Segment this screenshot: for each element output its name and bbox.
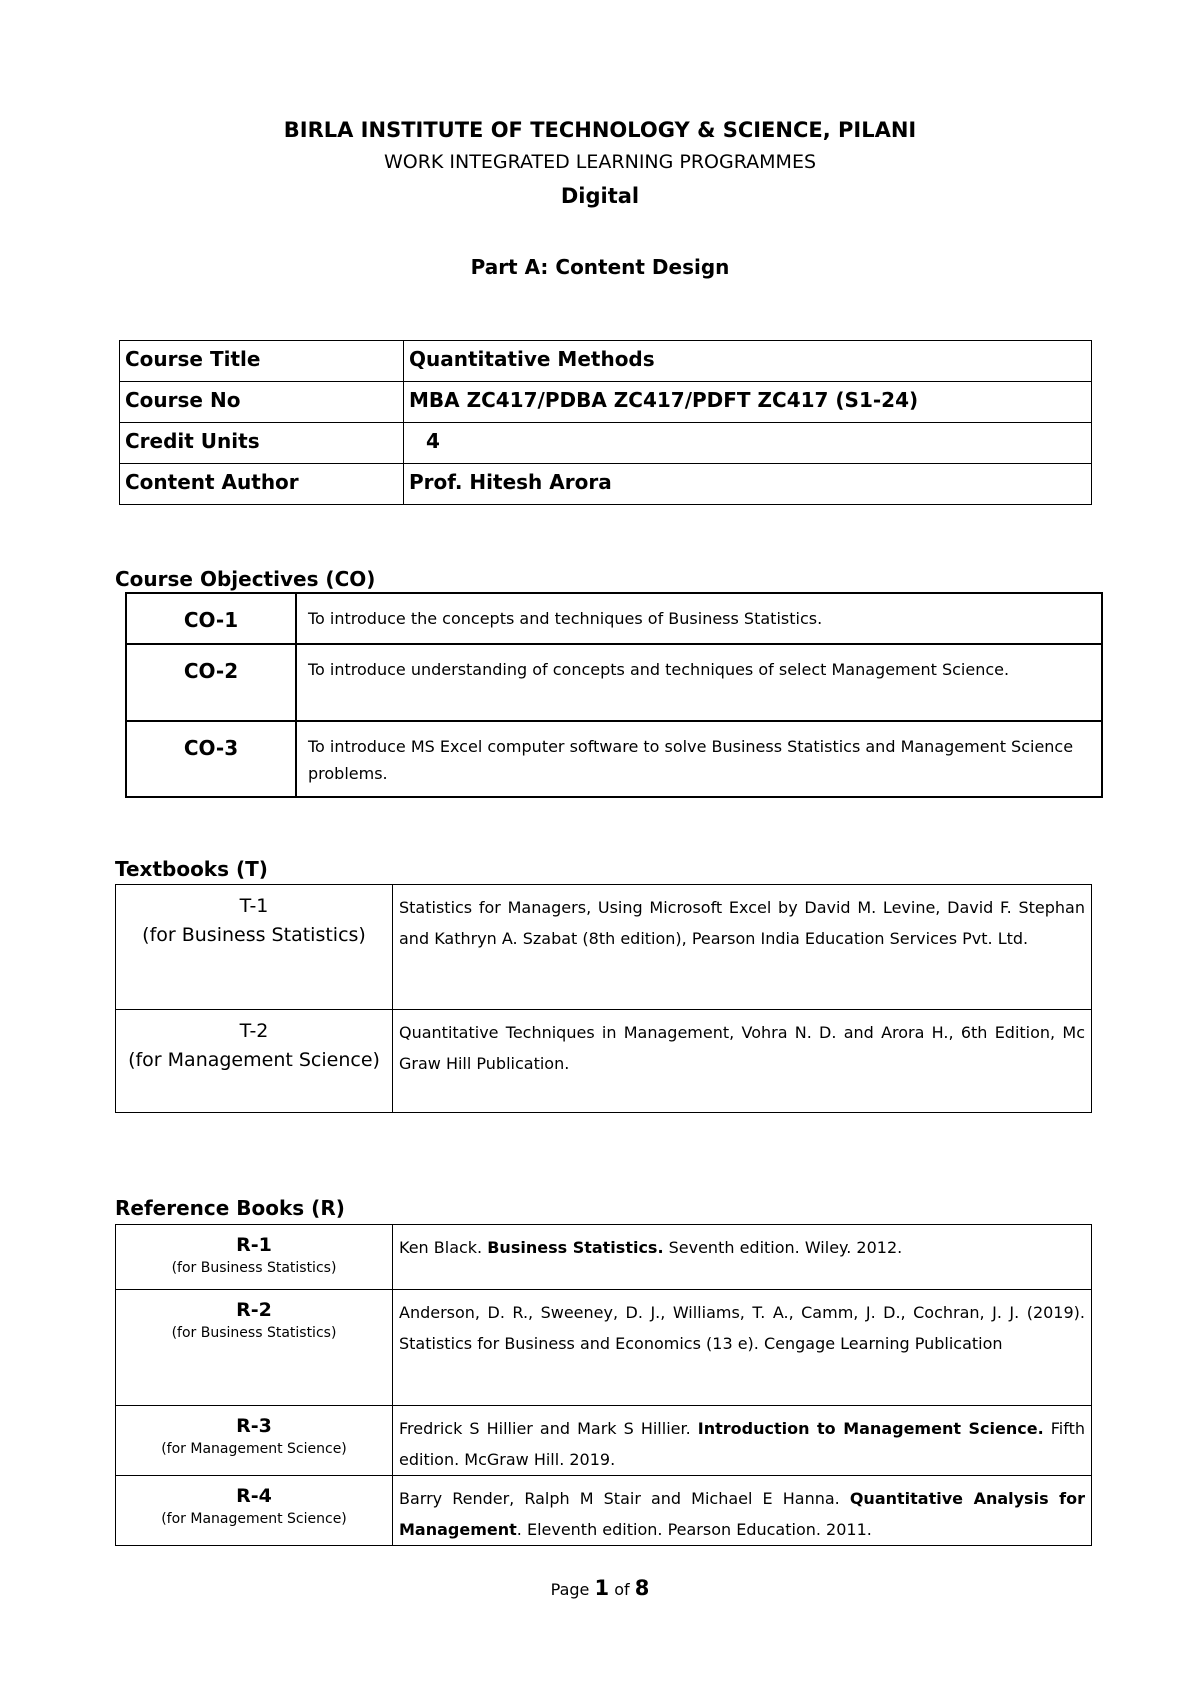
content-author-value: Prof. Hitesh Arora [404, 464, 1092, 505]
textbook-code: T-1 [239, 895, 269, 917]
reference-key [116, 1225, 393, 1290]
textbooks-heading: Textbooks (T) [115, 857, 268, 881]
references-table [115, 1224, 1092, 1546]
programme-title: WORK INTEGRATED LEARNING PROGRAMMES [383, 151, 817, 173]
reference-post: Seventh edition. Wiley. 2012. [663, 1238, 903, 1257]
part-title: Part A: Content Design [470, 255, 730, 279]
total-pages: 8 [634, 1576, 650, 1600]
reference-area: (for Management Science) [161, 1511, 347, 1527]
textbook-text: Quantitative Techniques in Management, Vohra N. D. and Arora H., 6th Edition, Mc Graw Hill Publication. [393, 1010, 1092, 1113]
reference-pre: Anderson, D. R., Sweeney, D. J., Williams, T. A., Camm, J. D., Cochran, J. J. (2019). Statistics for Business and Economics (13 e). Cengage Learning Publication [399, 1303, 1085, 1353]
textbook-area: (for Business Statistics) [142, 924, 366, 946]
page-word: Page [550, 1580, 590, 1599]
reference-key [116, 1290, 393, 1406]
table-row [126, 644, 1102, 721]
of-word: of [614, 1580, 630, 1599]
reference-post: Fifth edition. McGraw Hill. 2019. [399, 1419, 1086, 1469]
reference-title: Business Statistics. [487, 1238, 664, 1257]
references-heading: Reference Books (R) [115, 1196, 345, 1220]
table-row [120, 382, 1092, 423]
reference-text [393, 1476, 1092, 1546]
reference-key [116, 1406, 393, 1476]
credit-units-value: 4 [404, 423, 1092, 464]
table-row [120, 464, 1092, 505]
textbooks-table [115, 884, 1092, 1113]
table-row [116, 1225, 1092, 1290]
table-row [116, 1476, 1092, 1546]
objective-code: CO-1 [126, 593, 296, 644]
page-footer [0, 1576, 1200, 1600]
course-title-label: Course Title [120, 341, 404, 382]
course-info-table [119, 340, 1092, 505]
textbook-key [116, 1010, 393, 1113]
reference-code: R-4 [236, 1485, 272, 1507]
reference-code: R-2 [236, 1299, 272, 1321]
objective-code: CO-3 [126, 721, 296, 797]
reference-text [393, 1290, 1092, 1406]
table-row [126, 593, 1102, 644]
textbook-area: (for Management Science) [128, 1049, 380, 1071]
textbook-code: T-2 [239, 1020, 269, 1042]
reference-pre: Fredrick S Hillier and Mark S Hillier. [399, 1419, 698, 1438]
table-row [116, 1406, 1092, 1476]
course-title-value: Quantitative Methods [404, 341, 1092, 382]
reference-pre: Ken Black. [399, 1238, 488, 1257]
textbook-key [116, 885, 393, 1010]
reference-pre: Barry Render, Ralph M Stair and Michael E Hanna. [399, 1489, 850, 1508]
reference-area: (for Business Statistics) [171, 1260, 337, 1276]
table-row [120, 341, 1092, 382]
reference-text [393, 1406, 1092, 1476]
reference-area: (for Management Science) [161, 1441, 347, 1457]
credit-units-label: Credit Units [120, 423, 404, 464]
reference-area: (for Business Statistics) [171, 1325, 337, 1341]
table-row [126, 721, 1102, 797]
table-row [116, 1290, 1092, 1406]
textbook-text: Statistics for Managers, Using Microsoft Excel by David M. Levine, David F. Stephan and Kathryn A. Szabat (8th edition), Pearson India Education Services Pvt. Ltd. [393, 885, 1092, 1010]
content-author-label: Content Author [120, 464, 404, 505]
reference-text [393, 1225, 1092, 1290]
objectives-heading: Course Objectives (CO) [115, 567, 376, 591]
course-no-label: Course No [120, 382, 404, 423]
table-row [116, 885, 1092, 1010]
objective-text: To introduce the concepts and techniques of Business Statistics. [296, 593, 1102, 644]
table-row [120, 423, 1092, 464]
objective-code: CO-2 [126, 644, 296, 721]
objective-text: To introduce understanding of concepts and techniques of select Management Science. [296, 644, 1102, 721]
objective-text: To introduce MS Excel computer software to solve Business Statistics and Management Science problems. [296, 721, 1102, 797]
reference-title: Quantitative Analysis for Management [399, 1489, 1085, 1539]
objectives-table [125, 592, 1103, 798]
reference-post: . Eleventh edition. Pearson Education. 2011. [516, 1520, 872, 1539]
reference-title: Introduction to Management Science. [697, 1419, 1044, 1438]
table-row [116, 1010, 1092, 1113]
reference-code: R-1 [236, 1234, 272, 1256]
course-no-value: MBA ZC417/PDBA ZC417/PDFT ZC417 (S1-24) [404, 382, 1092, 423]
current-page: 1 [594, 1576, 610, 1600]
mode-title: Digital [560, 184, 640, 208]
reference-key [116, 1476, 393, 1546]
institute-title: BIRLA INSTITUTE OF TECHNOLOGY & SCIENCE, PILANI [283, 118, 917, 142]
reference-code: R-3 [236, 1415, 272, 1437]
